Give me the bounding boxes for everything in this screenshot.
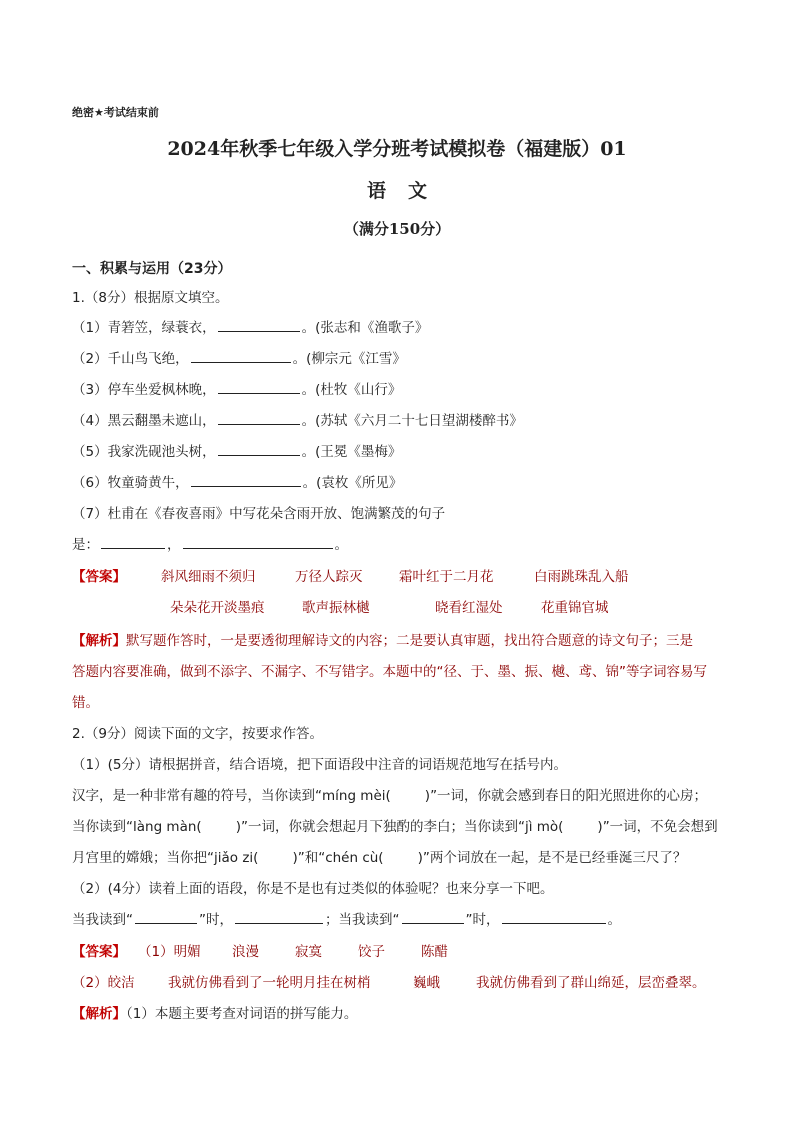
q2-sub1: （1）(5分）请根据拼音，结合语境，把下面语段中注音的词语规范地写在括号内。: [72, 757, 567, 773]
item-text: （5）我家洗砚池头树，: [72, 444, 216, 460]
passage-text: )”一词，你就会感到春日的阳光照进你的心房；: [424, 788, 708, 804]
q1-answer: 霜叶红于二月花: [399, 569, 494, 585]
analysis-tag: 【解析】: [72, 633, 126, 649]
section-heading: 一、积累与运用（23分）: [72, 261, 232, 277]
share-text: 当我读到“: [72, 912, 133, 928]
q2-answer: 我就仿佛看到了群山绵延，层峦叠翠。: [476, 975, 706, 991]
analysis-text: （1）本题主要考查对词语的拼写能力。: [126, 1006, 358, 1022]
analysis-tag: 【解析】: [72, 1006, 126, 1022]
share-text: ”时，: [199, 912, 233, 928]
q2-answer: 我就仿佛看到了一轮明月挂在树梢: [168, 975, 371, 991]
q1-answer: 白雨跳珠乱入船: [534, 569, 629, 585]
q2-answer: （1）明媚: [138, 944, 201, 960]
item-source: 。(张志和《渔歌子》: [301, 320, 429, 336]
q2-answer-tag: 【答案】: [72, 944, 126, 960]
item-text: （3）停车坐爱枫林晚，: [72, 382, 216, 398]
item-text: （2）千山鸟飞绝，: [72, 351, 189, 367]
passage-text: )”和“chén cù(: [292, 850, 384, 866]
passage-text: )”一词，你就会想起月下独酌的李白；当你读到“jì mò(: [235, 819, 564, 835]
q2-answer: （2）皎洁: [72, 975, 135, 991]
q1-item-1: [72, 318, 428, 338]
q1-item-2: [72, 349, 406, 369]
answer-blank[interactable]: [135, 910, 197, 924]
q2-answer: 寂寞: [295, 944, 322, 960]
q2-answer: 浪漫: [232, 944, 259, 960]
passage-text: )”两个词放在一起，是不是已经垂涎三尺了？: [417, 850, 687, 866]
separator: ，: [167, 537, 181, 553]
period: 。: [334, 537, 348, 553]
q1-analysis: [72, 631, 693, 651]
answer-blank[interactable]: [101, 535, 165, 549]
q2-sub2: （2）(4分）读着上面的语段，你是不是也有过类似的体验呢？也来分享一下吧。: [72, 881, 554, 897]
item-text: 是：: [72, 537, 99, 553]
passage-text: )”一词，不免会想到: [597, 819, 718, 835]
item-source: 。(王冕《墨梅》: [301, 444, 402, 460]
answer-blank[interactable]: [402, 910, 464, 924]
q2-share-line: [72, 910, 621, 930]
q1-item-7: （7）杜甫在《春夜喜雨》中写花朵含雨开放、饱满繁茂的句子: [72, 506, 446, 522]
answer-blank[interactable]: [183, 535, 333, 549]
q1-answer: 晓看红湿处: [435, 600, 503, 616]
answer-blank[interactable]: [191, 473, 301, 487]
answer-blank[interactable]: [218, 318, 300, 332]
q1-analysis-line2: 答题内容要准确，做到不添字、不漏字、不写错字。本题中的“径、于、墨、振、樾、鸢、锦”等字词容易写: [72, 664, 707, 680]
q1-answer: 斜风细雨不须归: [161, 569, 256, 585]
item-source: 。(苏轼《六月二十七日望湖楼醉书》: [301, 413, 523, 429]
share-text: 。: [607, 912, 621, 928]
passage-text: 汉字，是一种非常有趣的符号，当你读到“míng mèi(: [72, 788, 391, 804]
q2-stem: 2.（9分）阅读下面的文字，按要求作答。: [72, 726, 323, 742]
q1-item-3: [72, 380, 401, 400]
analysis-text: 默写题作答时，一是要透彻理解诗文的内容；二是要认真审题，找出符合题意的诗文句子；三是: [126, 633, 693, 649]
q2-passage-line1: [72, 786, 707, 806]
full-score: （满分150分）: [343, 220, 451, 238]
q2-answer: 陈醋: [421, 944, 448, 960]
q1-answer: 朵朵花开淡墨痕: [170, 600, 265, 616]
answer-blank[interactable]: [191, 349, 291, 363]
q2-passage-line3: [72, 848, 686, 868]
answer-blank[interactable]: [235, 910, 323, 924]
q1-item-7-line2: [72, 535, 348, 555]
q2-passage-line2: [72, 817, 718, 837]
subject-title: 语文: [366, 180, 449, 202]
answer-blank[interactable]: [502, 910, 606, 924]
q1-stem: 1.（8分）根据原文填空。: [72, 290, 229, 306]
q1-answer: 万径人踪灭: [295, 569, 363, 585]
answer-blank[interactable]: [218, 411, 300, 425]
q1-item-4: [72, 411, 523, 431]
share-text: ；当我读到“: [325, 912, 400, 928]
confidential-label: 绝密★考试结束前: [72, 106, 159, 119]
item-text: （1）青箬笠，绿蓑衣，: [72, 320, 216, 336]
item-text: （4）黑云翻墨未遮山，: [72, 413, 216, 429]
q1-answer-tag: 【答案】: [72, 569, 126, 585]
answer-blank[interactable]: [218, 442, 300, 456]
passage-text: 当你读到“làng màn(: [72, 819, 202, 835]
q2-analysis: [72, 1004, 357, 1024]
answer-blank[interactable]: [218, 380, 300, 394]
q1-answer: 花重锦官城: [541, 600, 609, 616]
q2-answer: 饺子: [358, 944, 385, 960]
exam-title: 2024年秋季七年级入学分班考试模拟卷（福建版）01: [167, 138, 627, 160]
q1-item-6: [72, 473, 402, 493]
item-text: （6）牧童骑黄牛，: [72, 475, 189, 491]
q1-analysis-line3: 错。: [72, 695, 99, 711]
item-source: 。(袁枚《所见》: [302, 475, 403, 491]
passage-text: 月宫里的嫦娥；当你把“jiǎo zi(: [72, 850, 259, 866]
q2-answer: 巍峨: [413, 975, 440, 991]
item-source: 。(杜牧《山行》: [301, 382, 402, 398]
item-source: 。(柳宗元《江雪》: [292, 351, 406, 367]
q1-item-5: [72, 442, 401, 462]
share-text: ”时，: [465, 912, 500, 928]
q1-answer: 歌声振林樾: [302, 600, 370, 616]
